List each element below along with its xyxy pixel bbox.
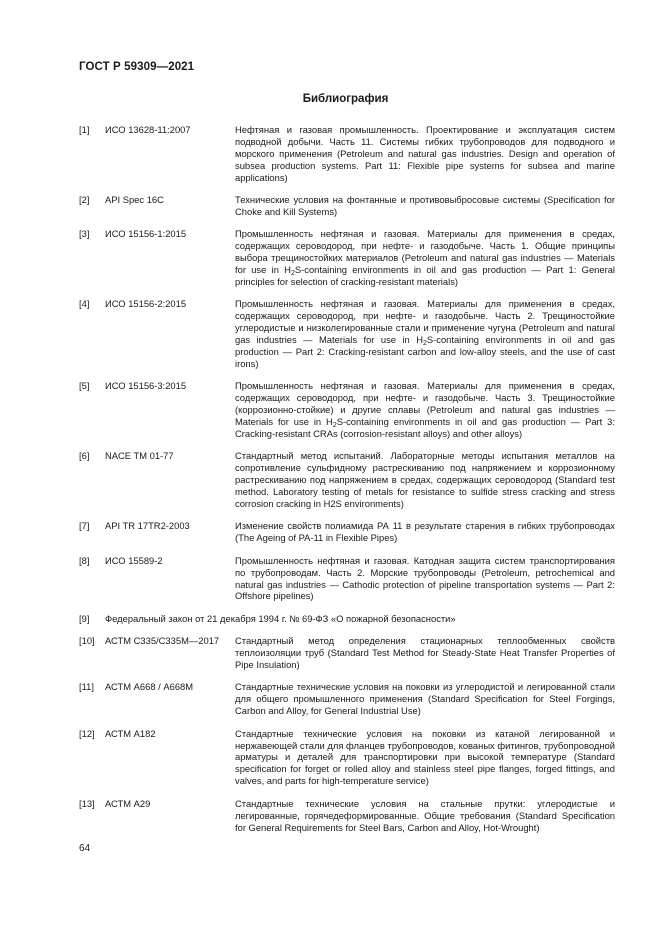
bibliography-entry (79, 635, 615, 671)
entry-description: Технические условия на фонтанные и противовыбросовые системы (Specification for Choke and Kill Systems) (235, 194, 615, 217)
bibliography-entry (79, 728, 615, 788)
entry-number: [4] (79, 298, 90, 310)
entry-code: АСТМ А29 (105, 797, 151, 809)
entry-code: АСТМ А668 / А668М (105, 681, 194, 693)
bibliography-entry (79, 613, 615, 625)
entry-code: Федеральный закон от 21 декабря 1994 г. № 69-ФЗ «О пожарной безопасности» (105, 612, 456, 624)
document-id: ГОСТ Р 59309—2021 (79, 61, 195, 73)
entry-number: [3] (79, 228, 90, 240)
entry-number: [11] (79, 681, 94, 693)
entry-code: ИСО 13628-11:2007 (105, 124, 191, 135)
entry-number: [1] (79, 124, 90, 135)
page-number: 64 (79, 843, 91, 854)
entry-number: [9] (79, 612, 90, 624)
entry-code: API Spec 16C (105, 194, 164, 206)
entry-number: [7] (79, 520, 90, 532)
entry-code: ИСО 15156-3:2015 (105, 380, 187, 392)
entry-number: [2] (79, 194, 90, 206)
entry-code: АСТМ С335/С335М—2017 (105, 635, 220, 647)
bibliography-entry (79, 298, 615, 369)
entry-description: Промышленность нефтяная и газовая. Материалы для применения в средах, содержащих сероводород, при нефте- и газодобыче. Часть 3. Трещиностойкие (коррозионно-стойкие) и другие сплавы (Petroleum and natural gas industries — Materials for use in $H_2S$-containing environments in oil and gas production — Part 3: Cracking-resistant CRAs (corrosion-resistant alloys) and other alloys) (235, 380, 615, 439)
entry-number: [12] (79, 727, 95, 739)
entry-description: Нефтяная и газовая промышленность. Проектирование и эксплуатация систем подводной добычи. Часть 11. Системы гибких трубопроводов для подводного и морского применения (Petroleum and natural gas industries. Design and operation of subsea production systems. Part 11: Flexible pipe systems for subsea and marine applications) (235, 124, 615, 183)
entry-description: Стандартные технические условия на стальные прутки: углеродистые и легированные, горячедеформированные. Общие требования (Standard Specification for General Requirements for Steel Bars, Carbon and Alloy, Hot-Wrought) (235, 797, 615, 833)
entry-number: [5] (79, 380, 90, 392)
bibliography-entry (79, 798, 615, 834)
bibliography-entry (79, 450, 615, 510)
bibliography-entry (79, 124, 615, 184)
entry-number: [10] (79, 635, 95, 647)
entry-number: [13] (79, 797, 95, 809)
bibliography-entry (79, 520, 615, 544)
bibliography-entry (79, 228, 615, 288)
entry-code: NACE TM 01-77 (105, 450, 174, 462)
entry-number: [8] (79, 554, 90, 566)
bibliography-entry (79, 194, 615, 218)
entry-description: Стандартный метод испытаний. Лабораторные методы испытания металлов на сопротивление сульфидному растрескиванию под напряжением и коррозионному растрескиванию под напряжением в средах, содержащих сероводород (Standard test method. Laboratory testing of metals for resistance to sulfide stress cracking and stress corrosion cracking in H2S environments) (235, 450, 615, 509)
entry-code: ИСО 15156-2:2015 (105, 298, 187, 310)
bibliography-list (79, 124, 615, 844)
entry-number: [6] (79, 450, 90, 462)
entry-description: Изменение свойств полиамида РА 11 в результате старения в гибких трубопроводах (The Ageing of PA-11 in Flexible Pipes) (235, 520, 615, 544)
entry-description: Стандартный метод определения стационарных теплообменных свойств теплоизоляции труб (Standard Test Method for Steady-State Heat Transfer Properties of Pipe Insulation) (235, 635, 615, 671)
bibliography-entry (79, 681, 615, 717)
entry-code: ИСО 15156-1:2015 (105, 228, 187, 240)
entry-description: Промышленность нефтяная и газовая. Катодная защита систем транспортирования по трубопроводам. Часть 2. Морские трубопроводы (Petroleum, petrochemical and natural gas industries — Cathodic protection of pipeline transportation systems — Part 2: Offshore pipelines) (235, 554, 615, 602)
entry-code: API TR 17TR2-2003 (105, 520, 190, 532)
entry-description: Промышленность нефтяная и газовая. Материалы для применения в средах, содержащих сероводород, при нефте- и газодобыче. Часть 1. Общие принципы выбора трещиностойких материалов (Petroleum and natural gas industries — Materials for use in $H_2S$-containing environments in oil and gas production — Part 1: General principles for selection of cracking-resistant materials) (235, 228, 616, 287)
page-title: Библиография (302, 93, 389, 105)
bibliography-entry (79, 380, 615, 440)
entry-description: Промышленность нефтяная и газовая. Материалы для применения в средах, содержащих сероводород, при нефте- и газодобыче. Часть 2. Трещиностойкие углеродистые и низколегированные стали и применение чугуна (Petroleum and natural gas industries — Materials for use in $H_2S$-containing environments in oil and gas production — Part 2: Cracking-resistant carbon and low-alloy steels, and the use of cast irons) (235, 298, 615, 369)
entry-code: АСТМ А182 (105, 727, 156, 739)
bibliography-entry (79, 555, 615, 603)
entry-description: Стандартные технические условия на поковки из катаной легированной и нержавеющей стали для фланцев трубопроводов, кованых фитингов, трубопроводной арматуры и деталей для транспортировки при высокой температуре (Standard specification for forget or rolled alloy and stainless steel pipe flanges, forged fittings, and valves, and parts for high-temperature service) (235, 727, 615, 787)
entry-code: ИСО 15589-2 (105, 554, 163, 566)
entry-description: Стандартные технические условия на поковки из углеродистой и легированной стали для общего промышленного применения (Standard Specification for Steel Forgings, Carbon and Alloy, for General Industrial Use) (235, 681, 615, 717)
